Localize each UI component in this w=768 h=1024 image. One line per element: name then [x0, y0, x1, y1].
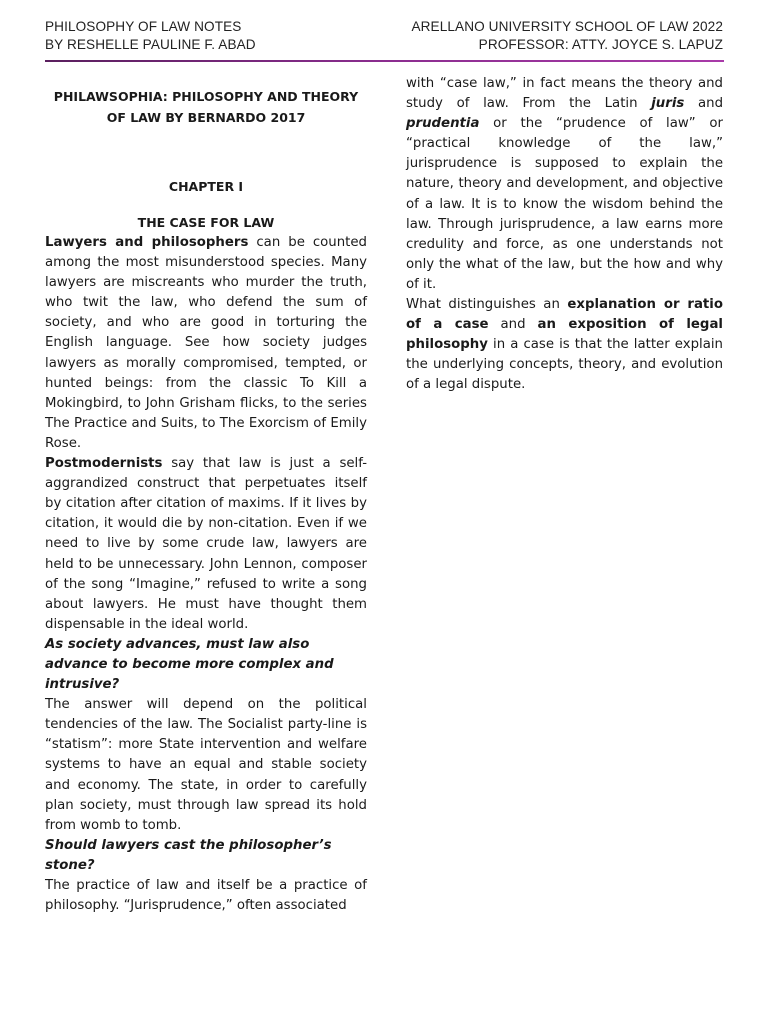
question-philosophers-stone: Should lawyers cast the philosopher’s stone?	[45, 837, 332, 873]
paragraph-postmodernists	[45, 454, 367, 635]
header-left	[45, 18, 256, 54]
document-title: PHILAWSOPHIA: PHILOSOPHY AND THEORY OF LAW BY BERNARDO 2017	[53, 89, 359, 125]
chapter-title: THE CASE FOR LAW	[137, 214, 275, 230]
notes-author: BY RESHELLE PAULINE F. ABAD	[45, 37, 256, 52]
professor-name: PROFESSOR: ATTY. JOYCE S. LAPUZ	[478, 37, 723, 52]
bold-term: explanation or ratio of a case	[406, 297, 723, 333]
latin-prudentia: prudentia	[406, 116, 480, 132]
latin-juris: juris	[651, 96, 685, 112]
paragraph-text: What distinguishes an	[406, 297, 568, 313]
paragraph-text: in a case is that the latter explain the underlying concepts, theory, and evolution of a legal dispute.	[406, 337, 723, 393]
question-society-advances: As society advances, must law also advance to become more complex and intrusive?	[45, 636, 334, 693]
paragraph-political-tendencies: The answer will depend on the political tendencies of the law. The Socialist party-line is “statism”: more State intervention and welfare systems to have an equal and stable society and economy. The state, in order to carefully plan society, must through law spread its hold from womb to tomb.	[45, 697, 367, 833]
paragraph-text: and	[488, 317, 538, 333]
notes-title: PHILOSOPHY OF LAW NOTES	[45, 19, 242, 34]
bold-lead: Postmodernists	[45, 456, 163, 472]
paragraph-text: say that law is just a self-aggrandized construct that perpetuates itself by citation after citation of maxims. If it lives by citation, it would die by non-citation. Even if we need to live by some crude law, lawyers are held to be unnecessary. John Lennon, composer of the song “Imagine,” refused to write a song about lawyers. He must have thought them dispensable in the ideal world.	[45, 456, 367, 632]
paragraph-text: with “case law,” in fact means the theory and study of law. From the Latin	[406, 76, 723, 112]
paragraph-distinguishes	[406, 295, 723, 395]
left-column	[45, 74, 367, 916]
header-divider	[45, 60, 724, 62]
paragraph-text: and	[684, 96, 724, 112]
bold-term: an exposition of legal philosophy	[406, 317, 723, 353]
paragraph-practice-of-law: The practice of law and itself be a practice of philosophy. “Jurisprudence,” often associated	[45, 878, 367, 914]
header-right	[411, 18, 723, 54]
chapter-heading: CHAPTER I	[168, 179, 244, 194]
paragraph-jurisprudence	[406, 74, 723, 295]
paragraph-lawyers-philosophers	[45, 233, 367, 454]
bold-lead: Lawyers and philosophers	[45, 235, 249, 250]
paragraph-text: or the “prudence of law” or “practical knowledge of the law,” jurisprudence is supposed to explain the nature, theory and development, and objective of a law. It is to know the wisdom behind the law. Through jurisprudence, a law earns more credulity and force, as one understands not only the what of the law, but the how and why of it.	[406, 116, 723, 292]
paragraph-text: can be counted among the most misunderstood species. Many lawyers are miscreants who murder the truth, who twit the law, who defend the sum of society, and who are good in torturing the English language. See how society judges lawyers as morally compromised, tempted, or hunted beings: from the classic To Kill a Mokingbird, to John Grisham flicks, to the series The Practice and Suits, to The Exorcism of Emily Rose.	[45, 235, 367, 451]
right-column	[406, 74, 723, 396]
school-name: ARELLANO UNIVERSITY SCHOOL OF LAW 2022	[411, 19, 723, 34]
